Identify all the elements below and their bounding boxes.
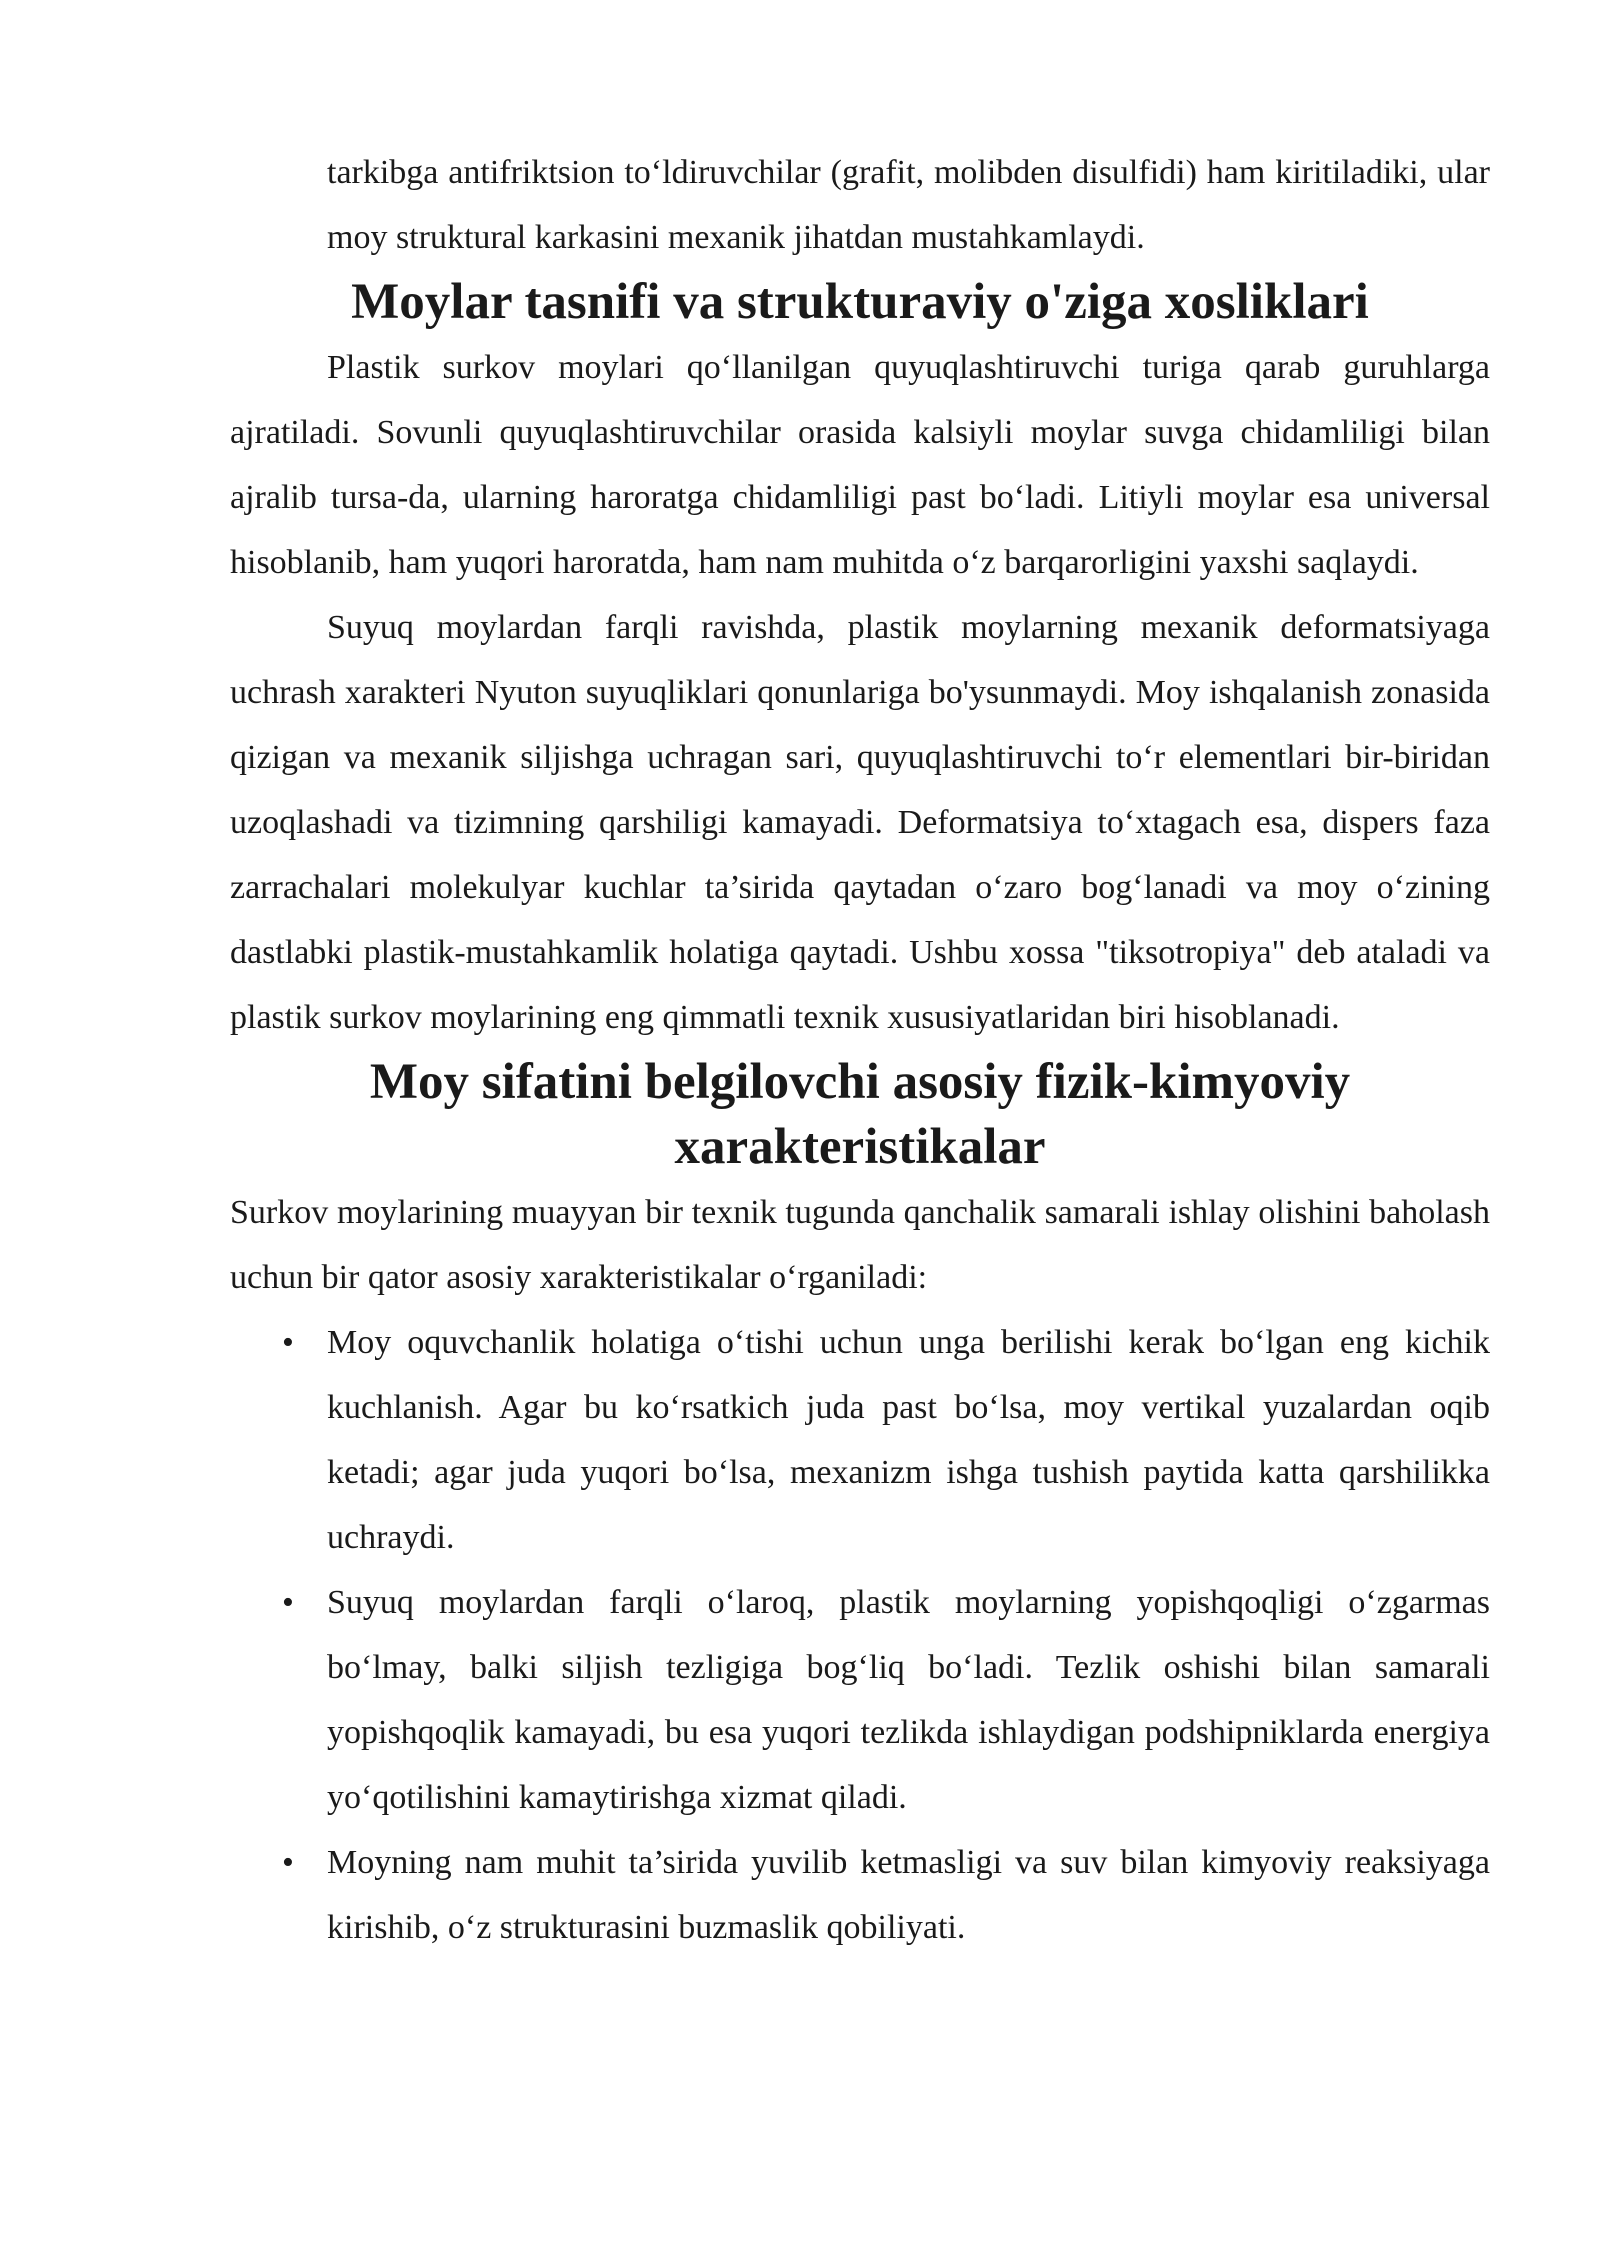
classification-paragraph: Plastik surkov moylari qo‘llanilgan quyuqlashtiruvchi turiga qarab guruhlarga ajratiladi. Sovunli quyuqlashtiruvchilar orasida kalsiyli moylar suvga chidamliligi bilan ajralib tursa-da, ularning haroratga chidamliligi past bo‘ladi. Litiyli moylar esa universal hisoblanib, ham yuqori haroratda, ham nam muhitda o‘z barqarorligini yaxshi saqlaydi. xyxy=(230,349,1490,581)
bullet-icon: • xyxy=(282,1584,294,1621)
page-body xyxy=(230,140,1490,1960)
thixotropy-paragraph: Suyuq moylardan farqli ravishda, plastik moylarning mexanik deformatsiyaga uchrash xarakteri Nyuton suyuqliklari qonunlariga bo'ysunmaydi. Moy ishqalanish zonasida qizigan va mexanik siljishga uchragan sari, quyuqlashtiruvchi to‘r elementlari bir-biridan uzoqlashadi va tizimning qarshiligi kamayadi. Deformatsiya to‘xtagach esa, dispers faza zarrachalari molekulyar kuchlar ta’sirida qaytadan o‘zaro bog‘lanadi va moy o‘zining dastlabki plastik-mustahkamlik holatiga qaytadi. Ushbu xossa "tiksotropiya" deb ataladi va plastik surkov moylarining eng qimmatli texnik xususiyatlaridan biri hisoblanadi. xyxy=(230,609,1490,1036)
section-heading-characteristics: Moy sifatini belgilovchi asosiy fizik-kimyoviy xarakteristikalar xyxy=(369,1054,1351,1175)
bullet-text: Moyning nam muhit ta’sirida yuvilib ketmasligi va suv bilan kimyoviy reaksiyaga kirishib, o‘z strukturasini buzmaslik qobiliyati. xyxy=(327,1844,1490,1946)
characteristics-bullet-list xyxy=(230,1310,1490,1960)
list-item xyxy=(230,1830,1490,1960)
bullet-text: Moy oquvchanlik holatiga o‘tishi uchun unga berilishi kerak bo‘lgan eng kichik kuchlanish. Agar bu ko‘rsatkich juda past bo‘lsa, moy vertikal yuzalardan oqib ketadi; agar juda yuqori bo‘lsa, mexanizm ishga tushish paytida katta qarshilikka uchraydi. xyxy=(327,1324,1490,1556)
section-heading-classification: Moylar tasnifi va strukturaviy o'ziga xosliklari xyxy=(351,274,1369,330)
bullet-text: Suyuq moylardan farqli o‘laroq, plastik moylarning yopishqoqligi o‘zgarmas bo‘lmay, balki siljish tezligiga bog‘liq bo‘ladi. Tezlik oshishi bilan samarali yopishqoqlik kamayadi, bu esa yuqori tezlikda ishlaydigan podshipniklarda energiya yo‘qotilishini kamaytirishga xizmat qiladi. xyxy=(327,1584,1490,1816)
list-item xyxy=(230,1310,1490,1570)
intro-continuation-paragraph: tarkibga antifriktsion to‘ldiruvchilar (grafit, molibden disulfidi) ham kiritiladiki, ular moy struktural karkasini mexanik jihatdan mustahkamlaydi. xyxy=(327,154,1490,256)
bullet-icon: • xyxy=(282,1324,294,1361)
bullet-icon: • xyxy=(282,1844,294,1881)
list-item xyxy=(230,1570,1490,1830)
characteristics-intro-paragraph: Surkov moylarining muayyan bir texnik tugunda qanchalik samarali ishlay olishini baholash uchun bir qator asosiy xarakteristikalar o‘rganiladi: xyxy=(230,1194,1490,1296)
